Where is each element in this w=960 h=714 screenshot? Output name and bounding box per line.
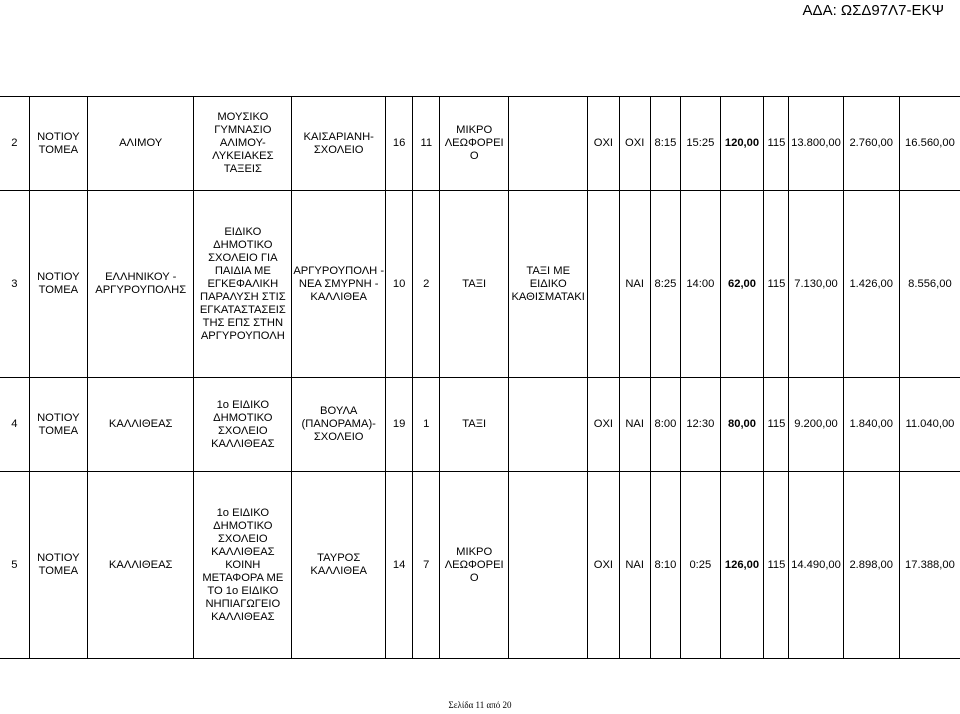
- cell-route: ΒΟΥΛΑ (ΠΑΝΟΡΑΜΑ)- ΣΧΟΛΕΙΟ: [292, 378, 386, 472]
- cell-net: 7.130,00: [789, 191, 843, 378]
- cell-route: ΑΡΓΥΡΟΥΠΟΛΗ - ΝΕΑ ΣΜΥΡΝΗ - ΚΑΛΛΙΘΕΑ: [292, 191, 386, 378]
- cell-sector: ΝΟΤΙΟΥ ΤΟΜΕΑ: [29, 97, 87, 191]
- cell-daily-cost: 62,00: [720, 191, 764, 378]
- table-row: [0, 97, 960, 191]
- cell-count: 115: [764, 191, 789, 378]
- cell-no: 4: [0, 378, 29, 472]
- cell-vehicle-extra: [509, 97, 588, 191]
- cell-count: 115: [764, 472, 789, 659]
- cell-total: 16.560,00: [899, 97, 960, 191]
- cell-route: ΤΑΥΡΟΣ ΚΑΛΛΙΘΕΑ: [292, 472, 386, 659]
- cell-escort: [588, 191, 619, 378]
- cell-count: 115: [764, 378, 789, 472]
- cell-vehicle: ΜΙΚΡΟ ΛΕΩΦΟΡΕΙΟ: [440, 472, 509, 659]
- cell-end-time: 14:00: [681, 191, 721, 378]
- cell-sector: ΝΟΤΙΟΥ ΤΟΜΕΑ: [29, 378, 87, 472]
- cell-return: ΟΧΙ: [619, 97, 650, 191]
- cell-vehicle: ΤΑΞΙ: [440, 191, 509, 378]
- cell-days: 16: [386, 97, 413, 191]
- cell-school: 1ο ΕΙΔΙΚΟ ΔΗΜΟΤΙΚΟ ΣΧΟΛΕΙΟ ΚΑΛΛΙΘΕΑΣ ΚΟΙΝΗ ΜΕΤΑΦΟΡΑ ΜΕ ΤΟ 1ο ΕΙΔΙΚΟ ΝΗΠΙΑΓΩΓΕΙΟ ΚΑΛΛΙΘΕΑΣ: [194, 472, 292, 659]
- cell-net: 9.200,00: [789, 378, 843, 472]
- cell-daily-cost: 126,00: [720, 472, 764, 659]
- cell-net: 13.800,00: [789, 97, 843, 191]
- cell-no: 5: [0, 472, 29, 659]
- cell-days: 19: [386, 378, 413, 472]
- cell-vehicle: ΜΙΚΡΟ ΛΕΩΦΟΡΕΙΟ: [440, 97, 509, 191]
- cell-students: 11: [413, 97, 440, 191]
- cell-total: 11.040,00: [899, 378, 960, 472]
- cell-end-time: 12:30: [681, 378, 721, 472]
- cell-route: ΚΑΙΣΑΡΙΑΝΗ- ΣΧΟΛΕΙΟ: [292, 97, 386, 191]
- cell-vat: 2.898,00: [843, 472, 899, 659]
- cell-escort: ΟΧΙ: [588, 378, 619, 472]
- cell-school: ΕΙΔΙΚΟ ΔΗΜΟΤΙΚΟ ΣΧΟΛΕΙΟ ΓΙΑ ΠΑΙΔΙΑ ΜΕ ΕΓΚΕΦΑΛΙΚΗ ΠΑΡΑΛΥΣΗ ΣΤΙΣ ΕΓΚΑΤΑΣΤΑΣΕΙΣ ΤΗΣ ΕΠΣ ΣΤΗΝ ΑΡΓΥΡΟΥΠΟΛΗ: [194, 191, 292, 378]
- cell-return: ΝΑΙ: [619, 191, 650, 378]
- cell-school: ΜΟΥΣΙΚΟ ΓΥΜΝΑΣΙΟ ΑΛΙΜΟΥ- ΛΥΚΕΙΑΚΕΣ ΤΑΞΕΙΣ: [194, 97, 292, 191]
- cell-vehicle-extra: [509, 472, 588, 659]
- cell-return: ΝΑΙ: [619, 378, 650, 472]
- cell-count: 115: [764, 97, 789, 191]
- cell-daily-cost: 120,00: [720, 97, 764, 191]
- cell-vat: 1.426,00: [843, 191, 899, 378]
- document-code: ΑΔΑ: ΩΣΔ97Λ7-ΕΚΨ: [802, 2, 944, 19]
- routes-table: [0, 96, 960, 659]
- cell-total: 8.556,00: [899, 191, 960, 378]
- cell-students: 2: [413, 191, 440, 378]
- cell-sector: ΝΟΤΙΟΥ ΤΟΜΕΑ: [29, 472, 87, 659]
- cell-start-time: 8:10: [650, 472, 680, 659]
- cell-municipality: ΚΑΛΛΙΘΕΑΣ: [88, 472, 194, 659]
- cell-end-time: 15:25: [681, 97, 721, 191]
- cell-vat: 2.760,00: [843, 97, 899, 191]
- cell-no: 2: [0, 97, 29, 191]
- cell-start-time: 8:00: [650, 378, 680, 472]
- cell-days: 10: [386, 191, 413, 378]
- cell-start-time: 8:15: [650, 97, 680, 191]
- page-number: Σελίδα 11 από 20: [448, 700, 512, 710]
- cell-municipality: ΑΛΙΜΟΥ: [88, 97, 194, 191]
- cell-total: 17.388,00: [899, 472, 960, 659]
- cell-vehicle-extra: ΤΑΞΙ ΜΕ ΕΙΔΙΚΟ ΚΑΘΙΣΜΑΤΑΚΙ: [509, 191, 588, 378]
- cell-escort: ΟΧΙ: [588, 97, 619, 191]
- cell-days: 14: [386, 472, 413, 659]
- table-row: [0, 378, 960, 472]
- table-body: [0, 97, 960, 659]
- cell-sector: ΝΟΤΙΟΥ ΤΟΜΕΑ: [29, 191, 87, 378]
- cell-school: 1ο ΕΙΔΙΚΟ ΔΗΜΟΤΙΚΟ ΣΧΟΛΕΙΟ ΚΑΛΛΙΘΕΑΣ: [194, 378, 292, 472]
- cell-vehicle: ΤΑΞΙ: [440, 378, 509, 472]
- cell-end-time: 0:25: [681, 472, 721, 659]
- cell-municipality: ΕΛΛΗΝΙΚΟΥ - ΑΡΓΥΡΟΥΠΟΛΗΣ: [88, 191, 194, 378]
- cell-vat: 1.840,00: [843, 378, 899, 472]
- cell-start-time: 8:25: [650, 191, 680, 378]
- cell-students: 7: [413, 472, 440, 659]
- cell-net: 14.490,00: [789, 472, 843, 659]
- cell-return: ΝΑΙ: [619, 472, 650, 659]
- cell-daily-cost: 80,00: [720, 378, 764, 472]
- cell-students: 1: [413, 378, 440, 472]
- table-row: [0, 191, 960, 378]
- cell-no: 3: [0, 191, 29, 378]
- table-row: [0, 472, 960, 659]
- cell-municipality: ΚΑΛΛΙΘΕΑΣ: [88, 378, 194, 472]
- cell-escort: ΟΧΙ: [588, 472, 619, 659]
- cell-vehicle-extra: [509, 378, 588, 472]
